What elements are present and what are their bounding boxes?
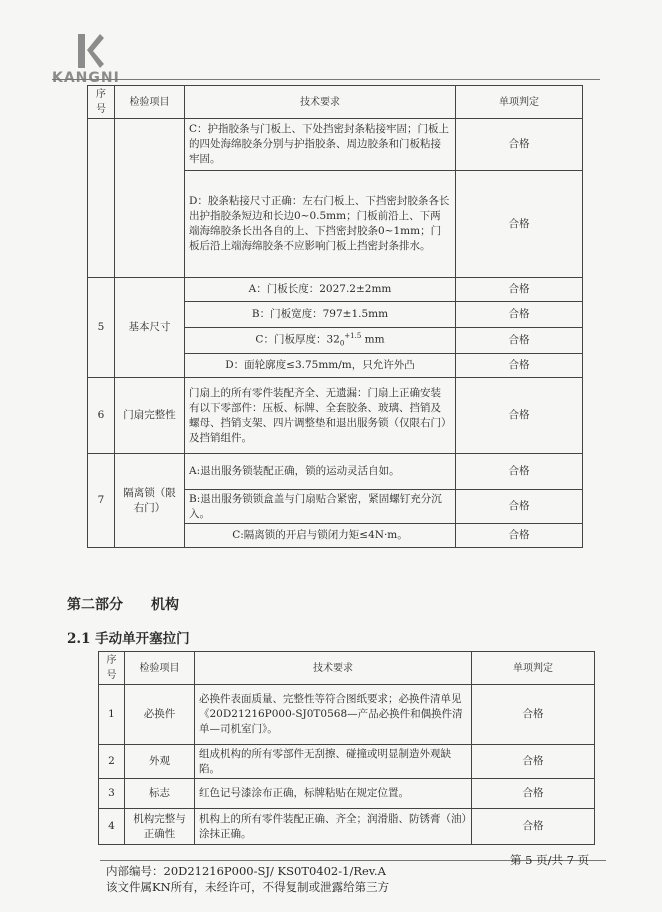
- table-row: [99, 809, 595, 845]
- row-item-cell: 隔离锁（限右门）: [115, 454, 185, 548]
- thickness-text: C：门板厚度：32: [255, 333, 340, 346]
- row-item-cell: 基本尺寸: [115, 278, 185, 378]
- row-item-cell: 门扇完整性: [115, 378, 185, 454]
- header-judgement: 单项判定: [472, 652, 595, 685]
- table-row: [88, 454, 583, 490]
- logo-text: KANGNI: [52, 70, 120, 86]
- thickness-upper-tol: +1.5: [344, 332, 362, 341]
- header-no: 序号: [88, 86, 115, 119]
- requirement-cell: 机构上的所有零件装配正确、齐全；润滑脂、防锈膏（油）涂抹正确。: [195, 809, 472, 845]
- requirement-cell: 组成机构的所有零部件无刮擦、碰撞或明显制造外观缺陷。: [195, 745, 472, 779]
- requirement-cell: 必换件表面质量、完整性等符合图纸要求；必换件清单见《20D21216P000-SJ0T0568—产品必换件和偶换件清单—司机室门》。: [195, 685, 472, 745]
- judgement-cell: 合格: [456, 171, 583, 278]
- judgement-cell: 合格: [456, 328, 583, 354]
- document-code: 内部编号：20D21216P000-SJ/ KS0T0402-1/Rev.A: [106, 864, 386, 878]
- header-requirement: 技术要求: [185, 86, 456, 119]
- requirement-cell: B:退出服务锁锁盒盖与门扇贴合紧密，紧固螺钉充分沉入。: [185, 490, 456, 524]
- judgement-cell: 合格: [472, 809, 595, 845]
- kangni-logo-icon: [74, 34, 104, 68]
- judgement-cell: 合格: [472, 779, 595, 809]
- requirement-cell: C：护指胶条与门板上、下处挡密封条粘接牢固；门板上的四处海绵胶条分别与护指胶条、周边胶条和门板粘接牢固。: [185, 119, 456, 171]
- table-row: [88, 278, 583, 302]
- header-divider: [52, 79, 600, 80]
- row-item-cell: 外观: [125, 745, 195, 779]
- requirement-cell: C:隔离锁的开启与锁闭力矩≤4N·m。: [185, 524, 456, 548]
- requirement-cell: D：面轮廓度≤3.75mm/m，只允许外凸: [185, 354, 456, 378]
- judgement-cell: 合格: [456, 302, 583, 328]
- section-name: 机构: [151, 597, 179, 613]
- row-no-cell: [88, 119, 115, 278]
- requirement-cell: A:退出服务锁装配正确，锁的运动灵活自如。: [185, 454, 456, 490]
- table-row: [88, 378, 583, 454]
- judgement-cell: 合格: [456, 278, 583, 302]
- judgement-cell: 合格: [472, 745, 595, 779]
- row-no-cell: 7: [88, 454, 115, 548]
- row-no-cell: 2: [99, 745, 125, 779]
- judgement-cell: 合格: [472, 685, 595, 745]
- row-item-cell: [115, 119, 185, 278]
- requirement-cell: A：门板长度：2027.2±2mm: [185, 278, 456, 302]
- header-item: 检验项目: [125, 652, 195, 685]
- judgement-cell: 合格: [456, 454, 583, 490]
- row-no-cell: 6: [88, 378, 115, 454]
- requirement-cell: [185, 328, 456, 354]
- requirement-cell: 门扇上的所有零件装配齐全、无遗漏：门扇上正确安装有以下零部件：压板、标牌、全套胶条、玻璃、挡销及螺母、挡销支架、四片调整垫和退出服务锁（仅限右门）及挡销组件。: [185, 378, 456, 454]
- header-judgement: 单项判定: [456, 86, 583, 119]
- row-item-cell: 标志: [125, 779, 195, 809]
- row-no-cell: 3: [99, 779, 125, 809]
- requirement-cell: B：门板宽度：797±1.5mm: [185, 302, 456, 328]
- row-no-cell: 1: [99, 685, 125, 745]
- judgement-cell: 合格: [456, 119, 583, 171]
- table-header-row: [88, 86, 583, 119]
- judgement-cell: 合格: [456, 378, 583, 454]
- header-requirement: 技术要求: [195, 652, 472, 685]
- judgement-cell: 合格: [456, 490, 583, 524]
- thickness-lower-tol: 0: [339, 339, 345, 348]
- requirement-cell: 红色记号漆涂布正确，标牌粘贴在规定位置。: [195, 779, 472, 809]
- row-no-cell: 4: [99, 809, 125, 845]
- table-row: [99, 779, 595, 809]
- requirement-cell: D：胶条粘接尺寸正确：左右门板上、下挡密封胶条各长出护指胶条短边和长边0~0.5mm；门板前沿上、下两端海绵胶条长出各自的上、下挡密封胶条0~1mm；门板后沿上端海绵胶条不应影响门板上挡密封条排水。: [185, 171, 456, 278]
- judgement-cell: 合格: [456, 524, 583, 548]
- page-number: 第 5 页/共 7 页: [510, 853, 590, 867]
- confidentiality-notice: 该文件属KN所有，未经许可，不得复制或泄露给第三方: [106, 880, 390, 894]
- row-item-cell: 必换件: [125, 685, 195, 745]
- table-row: [99, 745, 595, 779]
- inspection-table-1: [87, 85, 583, 548]
- header-no: 序号: [99, 652, 125, 685]
- section-heading: [67, 594, 179, 614]
- header-item: 检验项目: [115, 86, 185, 119]
- judgement-cell: 合格: [456, 354, 583, 378]
- table-row: [99, 685, 595, 745]
- inspection-table-2: [98, 651, 595, 845]
- section-title: 第二部分: [67, 597, 123, 613]
- row-item-cell: 机构完整与正确性: [125, 809, 195, 845]
- subsection-heading: 2.1 手动单开塞拉门: [67, 631, 190, 647]
- table-row: [88, 119, 583, 171]
- thickness-unit: mm: [361, 333, 385, 346]
- table-header-row: [99, 652, 595, 685]
- row-no-cell: 5: [88, 278, 115, 378]
